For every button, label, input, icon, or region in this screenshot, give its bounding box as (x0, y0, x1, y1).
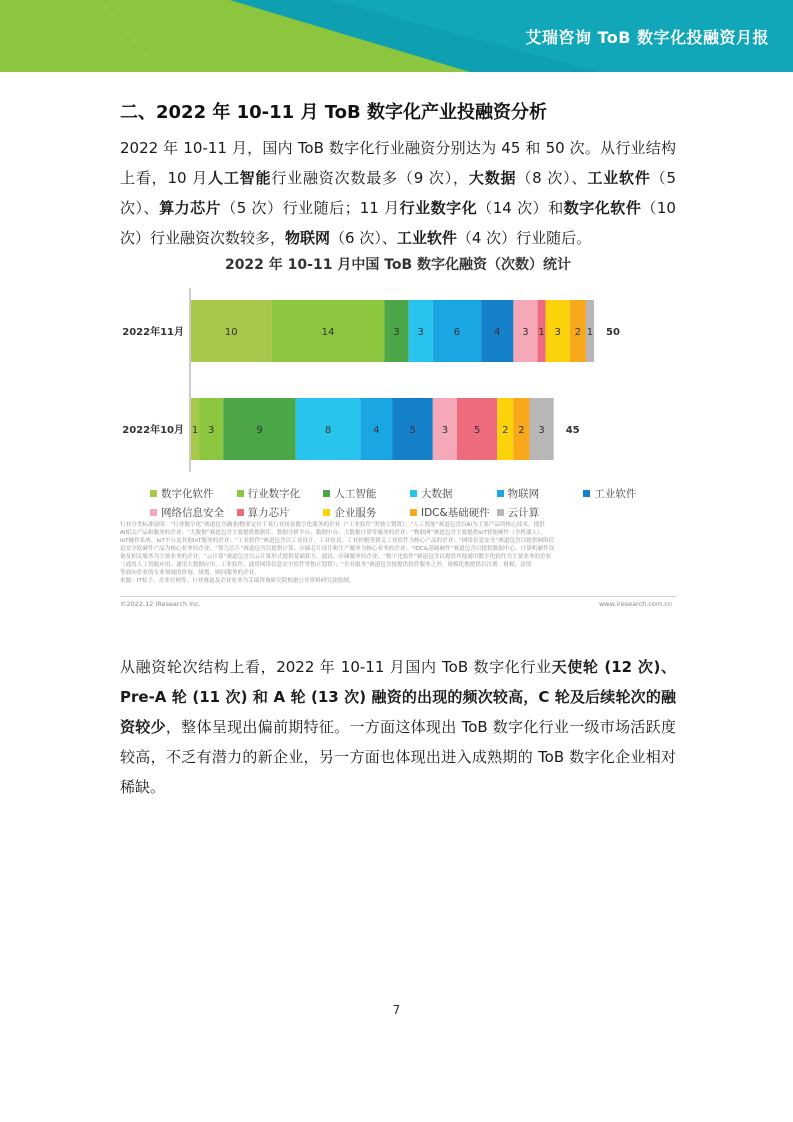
legend-item (497, 486, 584, 501)
legend-label: 物联网 (507, 488, 540, 500)
segment-value-label: 3 (393, 327, 400, 338)
legend-swatch (410, 509, 417, 516)
chart-legend (150, 486, 670, 520)
legend-swatch (150, 509, 157, 516)
legend-swatch (150, 490, 157, 497)
legend-swatch (237, 509, 244, 516)
note-line: 等面向企业的专业领域的咨询、规划、顾问服务的企业。 (120, 570, 260, 576)
legend-item (237, 505, 324, 520)
legend-item (150, 505, 237, 520)
note-line: 行业分类标准说明：“行业数字化”赛道包含确业/物业定位于某行业场景数字化服务的企业（“工业软件”类独立划置）；“人工智能”赛道包含以AI为主要产品的核心技术，提供 (120, 522, 545, 528)
legend-swatch (497, 509, 504, 516)
segment-value-label: 3 (441, 425, 449, 436)
legend-swatch (497, 490, 504, 497)
segment-value-label: 14 (321, 327, 335, 338)
legend-label: IDC&基础硬件 (420, 507, 490, 519)
segment-value-label: 2 (518, 425, 525, 436)
website: www.iresearch.com.cn (598, 600, 672, 608)
segment-value-label: 9 (256, 425, 263, 436)
note-line: （通用人工智能应用、通用大数据应用、工业软件、通用网络信息安全软件等独立划置）；“企业服务”赛道包含按提供软件服务之外，规模化地提供以注册、财税、法律 (120, 562, 532, 568)
note-line: AI相关产品和服务的企业；“大数据”赛道包含主要提供数据库、数据分析平台、数据中台、大数据计算等服务的企业；“物联网”赛道包含主要提供IoT智能硬件（含机器人）、 (120, 530, 546, 536)
legend-label: 工业软件 (594, 488, 637, 500)
legend-swatch (237, 490, 244, 497)
section-title: 二、2022 年 10-11 月 ToB 数字化产业投融资分析 (120, 102, 547, 123)
stacked-bar-chart (120, 280, 676, 480)
segment-value-label: 6 (453, 327, 461, 338)
legend-item (410, 486, 497, 501)
legend-label: 网络信息安全 (161, 507, 224, 519)
legend-label: 人工智能 (334, 488, 377, 500)
segment-value-label: 2 (574, 327, 582, 338)
bar-total-label: 45 (565, 425, 580, 436)
legend-item (323, 486, 410, 501)
segment-value-label: 2 (502, 425, 509, 436)
segment-value-label: 5 (409, 425, 416, 436)
legend-item (583, 486, 670, 501)
segment-value-label: 1 (191, 425, 199, 436)
legend-item (410, 505, 497, 520)
note-line: IoT操作系统、IoT平台及其他IoT服务的企业；“工业软件”赛道包含以工业设计、工业仿真、工业控制等狭义工业软件为核心产品的企业；“网络信息安全”赛道包含以提供网络信 (120, 538, 555, 544)
page-number: 7 (392, 1003, 401, 1017)
chart-divider (120, 596, 676, 597)
bar-total-label: 50 (606, 327, 620, 338)
legend-item (323, 505, 410, 520)
segment-value-label: 4 (494, 327, 501, 338)
legend-label: 行业数字化 (247, 488, 301, 500)
legend-swatch (323, 509, 330, 516)
segment-value-label: 1 (586, 327, 594, 338)
source-line: 来源：IT桔子、企业官网等，行业赛道及企业业务为艾瑞咨询研究院根据公开资料研究及绘制。 (120, 578, 355, 584)
copyright: ©2022.12 iResearch Inc. (120, 600, 201, 608)
category-label: 2022年10月 (122, 425, 184, 436)
legend-item (150, 486, 237, 501)
segment-value-label: 10 (224, 327, 238, 338)
legend-label: 大数据 (420, 488, 453, 500)
legend-label: 算力芯片 (247, 507, 290, 519)
paragraph-industry-structure: 2022 年 10-11 月，国内 ToB 数字化行业融资分别达为 45 和 50 次。从行业结构上看，10 月人工智能行业融资次数最多（9 次），大数据（8 次）、工业软件（5 次）、算力芯片（5 次）行业随后；11 月行业数字化（14 次）和数字化软件（10 次）行业融资次数较多，物联网（6 次）、工业软件（4 次）行业随后。 (120, 139, 676, 247)
note-line: 备及相关服务为主要业务的企业；“云计算”赛道包含以云计算形式提供基础算力、通讯、存储服务的企业；“数字化软件”赛道包含以提供其他通用数字化软件为主要业务的企业 (120, 554, 552, 560)
chart-notes (120, 521, 676, 585)
segment-value-label: 8 (324, 425, 332, 436)
note-line: 息安全软硬件产品为核心业务的企业；“算力芯片”赛道包含以提供计算、存储芯片设计和生产服务为核心业务的企业；“IDC&基础硬件”赛道包含以提供数据中心、计算机硬件设 (120, 546, 555, 552)
legend-label: 企业服务 (334, 507, 377, 519)
paragraph-round-structure: 从融资轮次结构上看，2022 年 10-11 月国内 ToB 数字化行业天使轮 (12 次)、Pre-A 轮 (11 次) 和 A 轮 (13 次) 融资的出现的频次较高，C 轮及后续轮次的融资较少，整体呈现出偏前期特征。一方面这体现出 ToB 数字化行业一级市场活跃度较高，不乏有潜力的新企业，另一方面也体现出进入成熟期的 ToB 数字化企业相对稀缺。 (120, 658, 677, 796)
legend-item (497, 505, 584, 520)
segment-value-label: 3 (522, 327, 529, 338)
legend-swatch (323, 490, 330, 497)
segment-value-label: 3 (554, 327, 561, 338)
legend-swatch (410, 490, 417, 497)
report-title: 艾瑞咨询 ToB 数字化投融资月报 (525, 28, 769, 47)
segment-value-label: 1 (538, 327, 545, 338)
segment-value-label: 3 (417, 327, 424, 338)
segment-value-label: 3 (207, 425, 215, 436)
chart-title: 2022 年 10-11 月中国 ToB 数字化融资（次数）统计 (224, 257, 572, 273)
legend-swatch (583, 490, 590, 497)
legend-item (237, 486, 324, 501)
segment-value-label: 4 (373, 425, 380, 436)
legend-label: 数字化软件 (161, 488, 214, 500)
segment-value-label: 5 (473, 425, 481, 436)
header-banner (0, 0, 793, 72)
segment-value-label: 3 (538, 425, 545, 436)
legend-label: 云计算 (507, 507, 540, 519)
category-label: 2022年11月 (122, 327, 184, 338)
